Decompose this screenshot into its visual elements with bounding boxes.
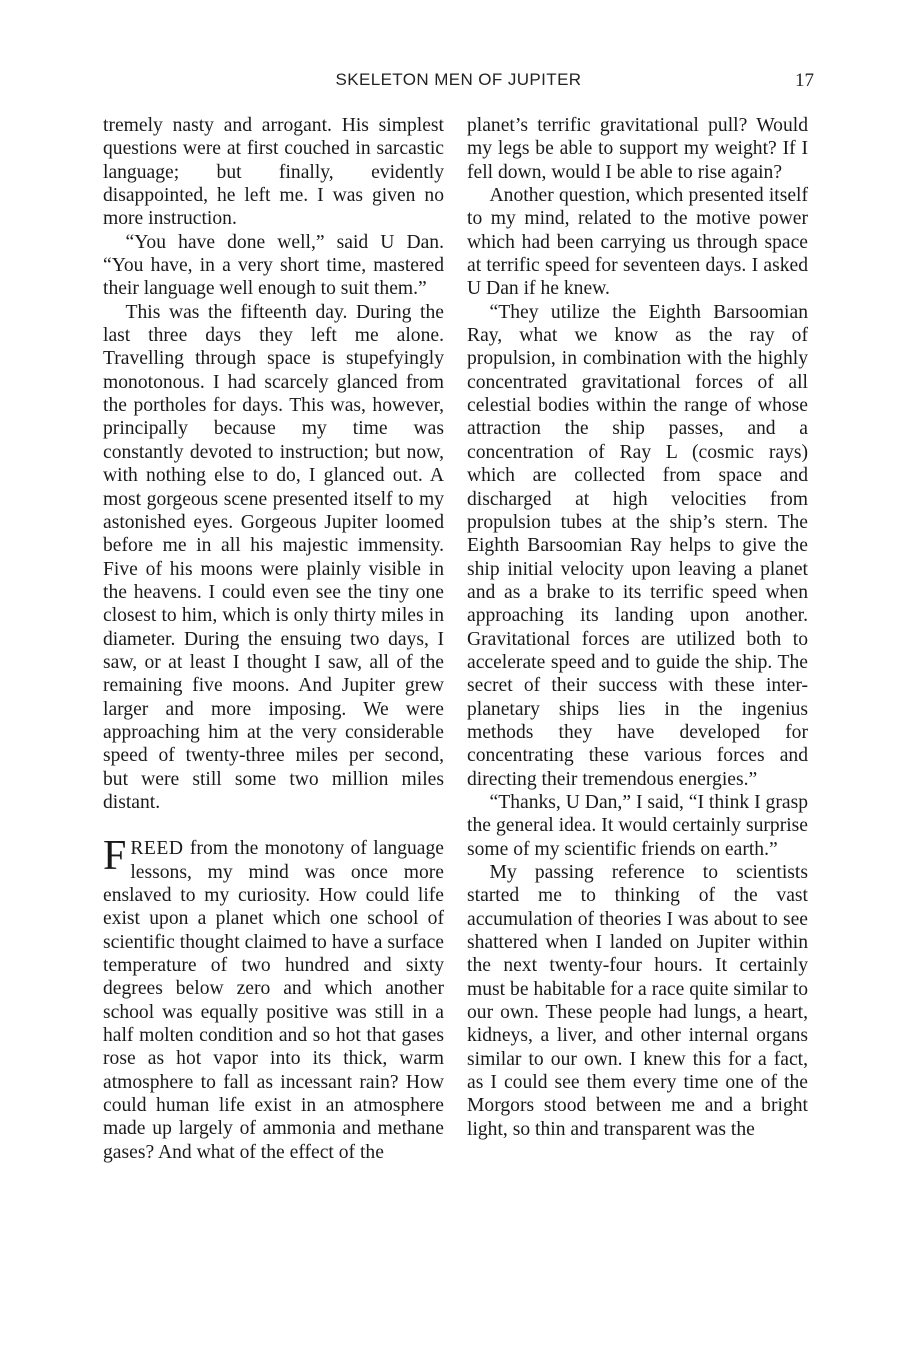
paragraph: “They utilize the Eighth Barsoomian Ray, what we know as the ray of propulsion, in combination with the highly concentrated gravitational forces of all celestial bodies within the range of whose attraction the ship passes, and a concentration of Ray L (cosmic rays) which are collected from space and discharged at high velocities from propulsion tubes at the ship’s stern. The Eighth Barsoomian Ray helps to give the ship initial velocity upon leaving a planet and as a brake to its terrific speed when approaching its landing upon another. Gravitational forces are utilized both to accelerate speed and to guide the ship. The secret of their success with these inter-planetary ships lies in the ingenius methods they have developed for concentrating these various forces and directing their tremendous energies.” xyxy=(467,301,808,790)
paragraph-text: from the monotony of language lessons, my mind was once more enslaved to my curiosity. How could life exist upon a planet which one school of scientific thought claimed to have a surface temperature of two hundred and sixty degrees below zero and which another school was equally positive was still in a half molten condition and so hot that gases rose as hot vapor into its thick, warm atmosphere to fall as incessant rain? How could human life exist in an atmosphere made up largely of ammonia and methane gases? And what of the effect of the xyxy=(103,838,444,1163)
paragraph: planet’s terrific gravitational pull? Would my legs be able to support my weight? If I fell down, would I be able to rise again? xyxy=(467,115,808,183)
paragraph: “Thanks, U Dan,” I said, “I think I grasp the general idea. It would certainly surprise some of my scientific friends on earth.” xyxy=(467,791,808,860)
left-column xyxy=(103,114,444,1164)
small-caps-lead: REED xyxy=(130,838,184,860)
right-column xyxy=(467,114,808,1141)
running-title: SKELETON MEN OF JUPITER xyxy=(335,70,582,89)
paragraph: tremely nasty and arrogant. His simplest questions were at first couched in sarcastic language; but finally, evidently disappointed, he left me. I was given no more instruction. xyxy=(103,115,444,230)
paragraph: “You have done well,” said U Dan. “You have, in a very short time, mastered their language well enough to suit them.” xyxy=(103,231,444,300)
section-opening-paragraph xyxy=(103,833,444,1164)
page-header xyxy=(103,70,814,96)
page-number: 17 xyxy=(795,70,814,91)
paragraph: This was the fifteenth day. During the last three days they left me alone. Travelling through space is stupefyingly monotonous. I had scarcely glanced from the portholes for days. This was, however, principally because my time was constantly devoted to instruction; but now, with nothing else to do, I glanced out. A most gorgeous scene presented itself to my astonished eyes. Gorgeous Jupiter loomed before me in all his majestic immensity. Five of his moons were plainly visible in the heavens. I could even see the tiny one closest to him, which is only thirty miles in diameter. During the ensuing two days, I saw, or at least I thought I saw, all of the remaining five moons. And Jupiter grew larger and more imposing. We were approaching him at the very considerable speed of twenty-three miles per second, but were still some two million miles distant. xyxy=(103,301,444,813)
drop-cap: F xyxy=(103,833,127,880)
paragraph: My passing reference to scientists started me to thinking of the vast accumulation of theories I was about to see shattered when I landed on Jupiter within the next twenty-four hours. It certainly must be habitable for a race quite similar to our own. These people had lungs, a heart, kidneys, a liver, and other internal organs similar to our own. I knew this for a fact, as I could see them every time one of the Morgors stood between me and a bright light, so thin and transparent was the xyxy=(467,862,808,1140)
paragraph: Another question, which presented itself to my mind, related to the motive power which had been carrying us through space at terrific speed for seventeen days. I asked U Dan if he knew. xyxy=(467,185,808,300)
